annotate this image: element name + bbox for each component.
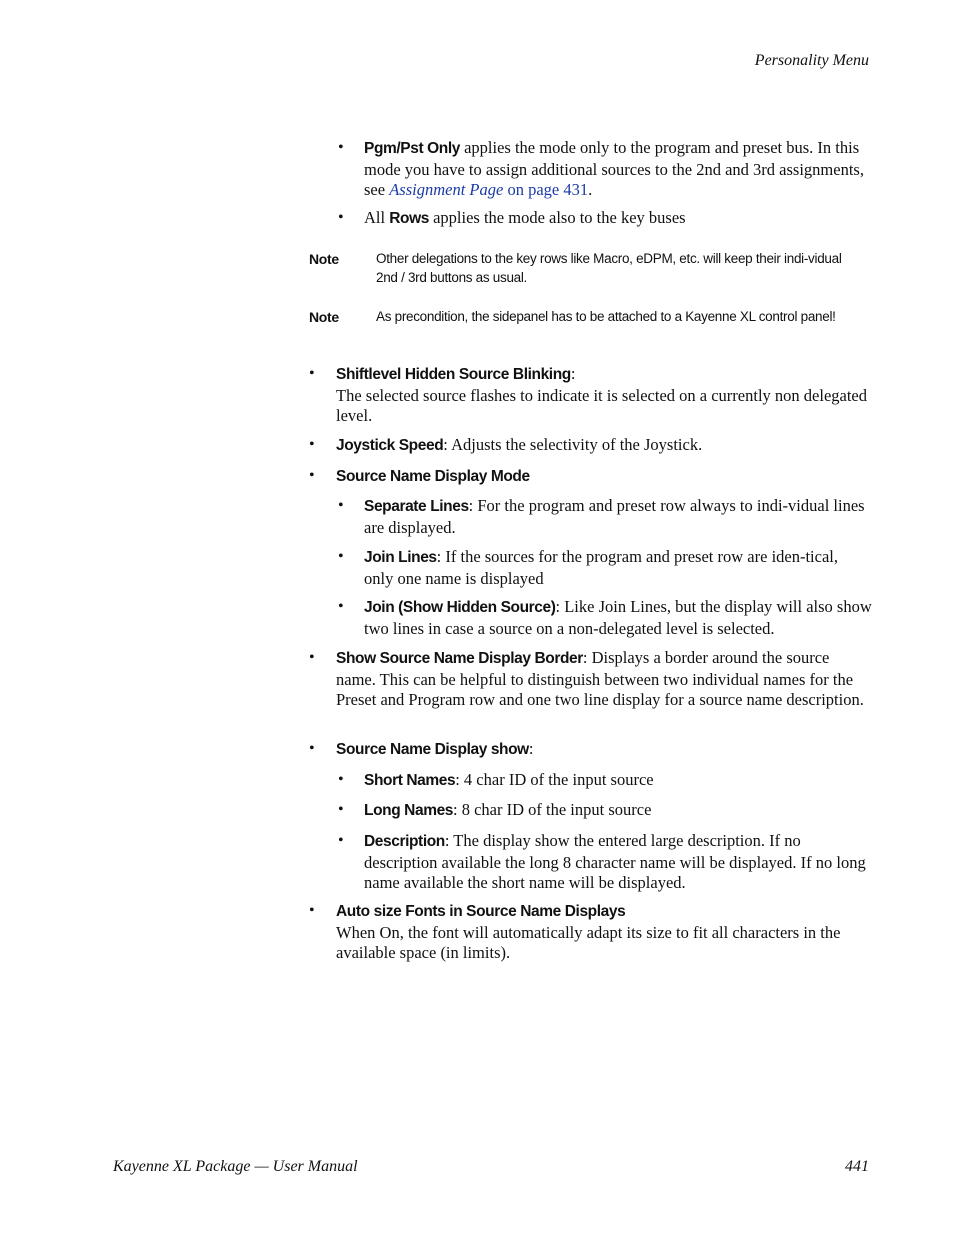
item-label: Joystick Speed — [336, 437, 444, 454]
item-label: Short Names — [364, 772, 456, 789]
bullet: • — [309, 649, 315, 666]
list-item-display-border — [336, 648, 871, 711]
item-text: When On, the font will automatically adapt its size to fit all characters in the available space (in limits). — [336, 922, 841, 962]
item-text: : For the program and preset row always to indi-vidual lines are displayed. — [364, 496, 865, 537]
bullet: • — [338, 139, 344, 156]
list-item-shiftlevel — [336, 364, 871, 427]
list-item-pgm-pst-only — [364, 138, 871, 201]
page-number: 441 — [845, 1158, 869, 1175]
item-label: Source Name Display show — [336, 741, 529, 758]
running-header: Personality Menu — [754, 52, 869, 69]
bullet: • — [338, 832, 344, 849]
sub-item-join-show-hidden — [364, 597, 874, 639]
bullet: • — [309, 902, 315, 919]
list-item-display-mode — [336, 466, 871, 488]
item-text: applies the mode only to the program and preset bus. In this mode you have to assign additional sources to the 2nd and 3rd assignments, see — [364, 138, 864, 199]
item-label: Join (Show Hidden Source) — [364, 599, 556, 616]
item-colon: : — [528, 739, 534, 758]
item-label: Source Name Display Mode — [336, 468, 530, 485]
list-item-joystick-speed — [336, 435, 871, 457]
item-label: Rows — [389, 210, 429, 227]
sub-item-description — [364, 831, 871, 894]
item-label: Description — [364, 833, 445, 850]
bullet: • — [338, 548, 344, 565]
note-label: Note — [309, 309, 339, 325]
item-text: : Like Join Lines, but the display will also show two lines in case a source on a non-delegated level is selected. — [364, 597, 872, 638]
sub-item-separate-lines — [364, 496, 871, 538]
item-text: The selected source flashes to indicate it is selected on a currently non delegated level. — [336, 385, 867, 425]
note-label: Note — [309, 251, 339, 267]
note-text: As precondition, the sidepanel has to be attached to a Kayenne XL control panel! — [376, 309, 836, 324]
item-label: Long Names — [364, 802, 454, 819]
bullet: • — [338, 497, 344, 514]
bullet: • — [338, 598, 344, 615]
item-label: Pgm/Pst Only — [364, 140, 460, 157]
bullet: • — [309, 365, 315, 382]
item-text-end: . — [588, 180, 593, 199]
item-text: applies the mode also to the key buses — [428, 208, 686, 227]
item-text: : 4 char ID of the input source — [455, 770, 654, 789]
item-label: Separate Lines — [364, 498, 469, 515]
item-text: : The display show the entered large description. If no description available the long 8 character name will be displayed. If no long name available the short name will be displayed. — [364, 831, 866, 892]
sub-item-long-names — [364, 800, 871, 822]
list-item-all-rows — [364, 208, 871, 230]
item-text: : If the sources for the program and preset row are iden-tical, only one name is displayed — [364, 547, 838, 588]
item-text: : Adjusts the selectivity of the Joystick. — [443, 435, 703, 454]
list-item-display-show — [336, 739, 871, 761]
bullet: • — [309, 436, 315, 453]
bullet: • — [309, 467, 315, 484]
item-text: : 8 char ID of the input source — [453, 800, 652, 819]
list-item-auto-size-fonts — [336, 901, 871, 964]
item-text: : Displays a border around the source name. This can be helpful to distinguish between two individual names for the Preset and Program row and one two line display for a source name description. — [336, 648, 864, 709]
item-colon: : — [570, 364, 576, 383]
bullet: • — [338, 771, 344, 788]
item-prefix: All — [364, 208, 390, 227]
cross-reference-link[interactable] — [389, 180, 588, 199]
link-page-number[interactable]: on page 431 — [503, 180, 589, 199]
sub-item-join-lines — [364, 547, 871, 589]
item-label: Shiftlevel Hidden Source Blinking — [336, 366, 571, 383]
note-text: Other delegations to the key rows like Macro, eDPM, etc. will keep their indi-vidual 2nd / 3rd buttons as usual. — [376, 251, 842, 285]
bullet: • — [309, 740, 315, 757]
sub-item-short-names — [364, 770, 871, 792]
link-page-name[interactable]: Assignment Page — [389, 180, 504, 199]
bullet: • — [338, 209, 344, 226]
bullet: • — [338, 801, 344, 818]
footer-title: Kayenne XL Package — User Manual — [113, 1158, 358, 1175]
item-label: Join Lines — [364, 549, 437, 566]
item-label: Show Source Name Display Border — [336, 650, 583, 667]
item-label: Auto size Fonts in Source Name Displays — [336, 903, 626, 920]
